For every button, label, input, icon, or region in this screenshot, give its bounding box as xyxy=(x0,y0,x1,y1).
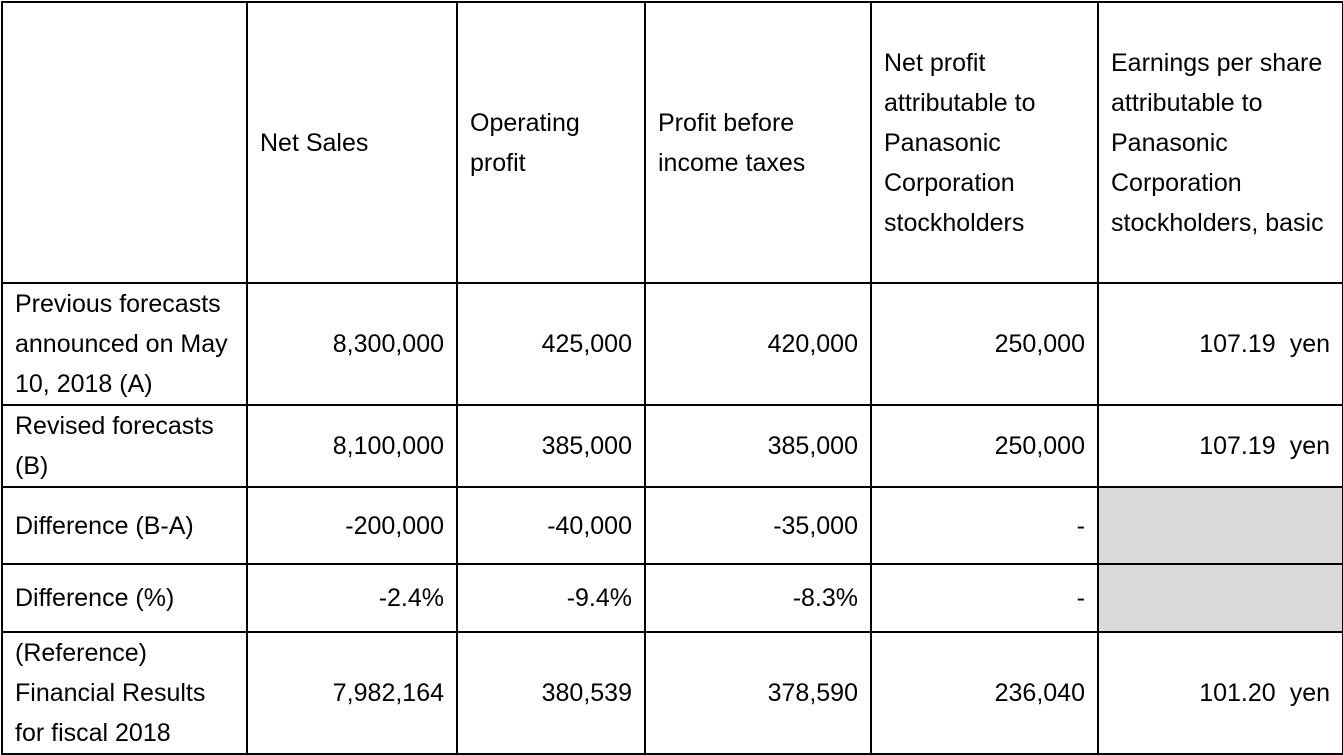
profit-before-taxes-cell: -35,000 xyxy=(645,487,871,564)
eps-value: 107.19 xyxy=(1199,432,1276,460)
net-sales-cell: 8,100,000 xyxy=(247,405,457,487)
profit-before-taxes-cell: -8.3% xyxy=(645,564,871,632)
operating-profit-cell: -40,000 xyxy=(457,487,645,564)
net-sales-cell: -2.4% xyxy=(247,564,457,632)
table-row xyxy=(2,632,1343,754)
net-sales-cell: -200,000 xyxy=(247,487,457,564)
row-label: Revised forecasts (B) xyxy=(2,405,247,487)
net-profit-cell: 250,000 xyxy=(871,283,1098,405)
header-net-profit: Net profit attributable to Panasonic Corporation stockholders xyxy=(871,2,1098,283)
net-sales-cell: 8,300,000 xyxy=(247,283,457,405)
row-label: Previous forecasts announced on May 10, 2018 (A) xyxy=(2,283,247,405)
net-profit-cell: - xyxy=(871,487,1098,564)
profit-before-taxes-cell: 385,000 xyxy=(645,405,871,487)
header-eps: Earnings per share attributable to Panasonic Corporation stockholders, basic xyxy=(1098,2,1343,283)
eps-value: 107.19 xyxy=(1199,330,1276,358)
net-profit-cell: 250,000 xyxy=(871,405,1098,487)
net-profit-cell: 236,040 xyxy=(871,632,1098,754)
profit-before-taxes-cell: 378,590 xyxy=(645,632,871,754)
eps-unit: yen xyxy=(1289,330,1330,358)
net-profit-cell: - xyxy=(871,564,1098,632)
eps-cell xyxy=(1098,283,1343,405)
operating-profit-cell: 425,000 xyxy=(457,283,645,405)
table-row xyxy=(2,487,1343,564)
eps-shaded-cell xyxy=(1098,487,1343,564)
operating-profit-cell: -9.4% xyxy=(457,564,645,632)
table-header-row xyxy=(2,2,1343,283)
eps-cell xyxy=(1098,632,1343,754)
profit-before-taxes-cell: 420,000 xyxy=(645,283,871,405)
header-net-sales: Net Sales xyxy=(247,2,457,283)
operating-profit-cell: 385,000 xyxy=(457,405,645,487)
eps-value: 101.20 xyxy=(1199,679,1276,707)
table-row xyxy=(2,283,1343,405)
net-sales-cell: 7,982,164 xyxy=(247,632,457,754)
row-label: Difference (B-A) xyxy=(2,487,247,564)
eps-unit: yen xyxy=(1289,679,1330,707)
header-operating-profit: Operating profit xyxy=(457,2,645,283)
forecast-revision-table xyxy=(1,1,1343,755)
eps-unit: yen xyxy=(1289,432,1330,460)
operating-profit-cell: 380,539 xyxy=(457,632,645,754)
row-label: (Reference) Financial Results for fiscal 2018 xyxy=(2,632,247,754)
eps-cell xyxy=(1098,405,1343,487)
table-row xyxy=(2,564,1343,632)
header-profit-before-taxes: Profit before income taxes xyxy=(645,2,871,283)
header-corner-cell xyxy=(2,2,247,283)
table-row xyxy=(2,405,1343,487)
eps-shaded-cell xyxy=(1098,564,1343,632)
row-label: Difference (%) xyxy=(2,564,247,632)
